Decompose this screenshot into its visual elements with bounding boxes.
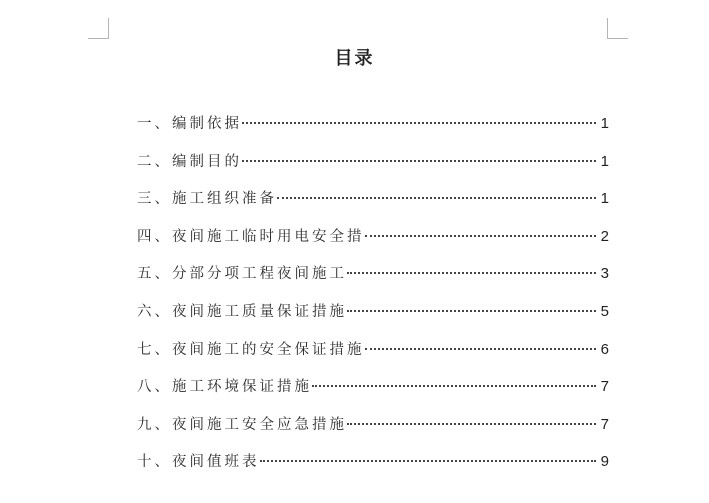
toc-entry[interactable] <box>137 338 609 376</box>
toc-entry[interactable] <box>137 225 609 263</box>
toc-entry[interactable] <box>137 375 609 413</box>
crop-mark-top-right <box>607 18 628 39</box>
toc-entry-text: 十、夜间值班表 <box>137 454 260 471</box>
toc-entry-text: 二、编制目的 <box>137 153 242 170</box>
toc-entry-text: 五、分部分项工程夜间施工 <box>137 266 347 283</box>
toc-page-number: 1 <box>600 190 609 208</box>
toc-entry-text: 三、施工组织准备 <box>137 191 277 208</box>
crop-mark-top-left <box>88 18 109 39</box>
toc-entry-text: 一、编制依据 <box>137 116 242 132</box>
toc-page-number: 7 <box>600 415 609 433</box>
toc-dot-leader <box>260 460 597 462</box>
toc-dot-leader <box>365 348 597 350</box>
toc-dot-leader <box>347 272 596 274</box>
toc-entry[interactable] <box>137 450 609 488</box>
toc-page-number: 7 <box>600 378 609 396</box>
toc-entry-text: 四、夜间施工临时用电安全措 <box>137 228 365 245</box>
toc-entry-text: 八、施工环境保证措施 <box>137 379 312 396</box>
toc-page-number: 9 <box>600 453 609 471</box>
toc-page-number: 6 <box>600 340 609 358</box>
toc-dot-leader <box>312 385 596 387</box>
page-title: 目录 <box>334 48 375 69</box>
toc-dot-leader <box>347 423 596 425</box>
toc-dot-leader <box>277 197 596 199</box>
toc-page-number: 1 <box>600 115 609 132</box>
toc-entry[interactable] <box>137 187 609 225</box>
toc-page-number: 2 <box>600 227 609 245</box>
toc-entry[interactable] <box>137 262 609 300</box>
toc-page-number: 3 <box>600 265 609 283</box>
toc-dot-leader <box>242 160 596 162</box>
toc-dot-leader <box>347 310 596 312</box>
toc-dot-leader <box>365 235 597 237</box>
table-of-contents <box>137 112 609 488</box>
toc-entry-text: 七、夜间施工的安全保证措施 <box>137 341 365 358</box>
toc-dot-leader <box>242 122 596 124</box>
toc-entry[interactable] <box>137 413 609 451</box>
toc-entry-text: 九、夜间施工安全应急措施 <box>137 416 347 433</box>
toc-entry-text: 六、夜间施工质量保证措施 <box>137 303 347 320</box>
toc-page-number: 5 <box>600 302 609 320</box>
toc-entry[interactable] <box>137 112 609 150</box>
toc-page-number: 1 <box>600 152 609 170</box>
toc-entry[interactable] <box>137 150 609 188</box>
toc-entry[interactable] <box>137 300 609 338</box>
